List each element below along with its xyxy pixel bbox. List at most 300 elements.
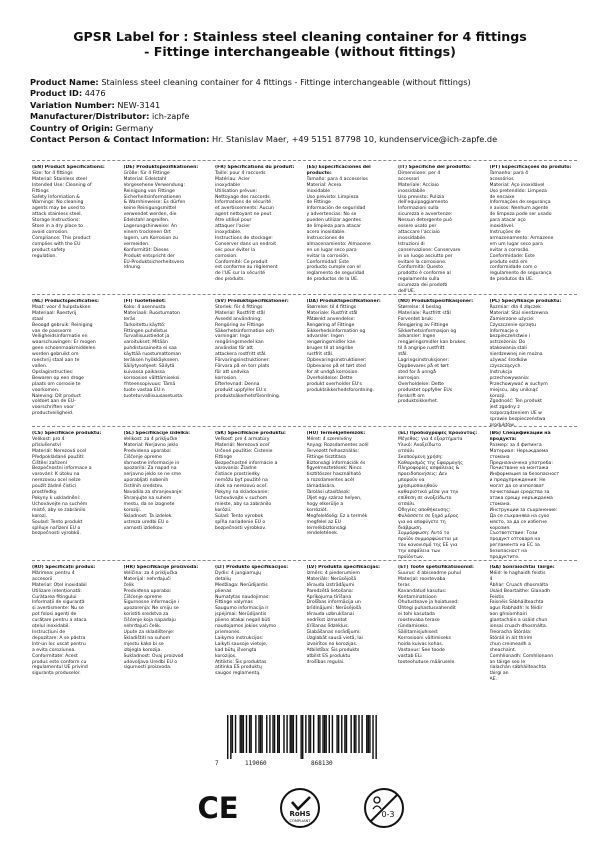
spec-line: Čišćenje opreme [123,594,162,600]
spec-line: Skladnost: Ta izdelek [123,513,172,519]
spec-line: Material: Oțel inoxidabil [32,582,87,588]
spec-line: korozi. [32,513,48,519]
spec-line: udovoljava Uredbi EU o [123,659,178,665]
spec-line: acessórios [489,176,514,182]
spec-line: einem trockenen Ort [123,229,171,235]
spec-heading: (CS) Specifikace produktu: [32,431,102,436]
language-spec-column [32,165,120,295]
spec-line: Instruções de [489,229,521,235]
barcode-bar [318,715,319,753]
spec-line: Reinigung von Fittinge [123,188,175,194]
spec-line: complies with the EU [32,241,81,247]
spec-heading: (EN) Product Specifications: [32,165,105,170]
info-label: Variation Number: [30,99,115,110]
spec-line: pot folosi agenți de [32,612,77,618]
spec-line: inoxidable [306,188,331,194]
spec-line: Opslaginstructies: [32,369,74,375]
spec-line: Uso previsto: Limpieza [306,194,359,200]
spec-line: įspėjimai: Nerūdijantis [215,612,267,618]
spec-line: Materiale: Rustfrit stål [306,310,358,316]
spec-line: Fittingen puhdistus [123,328,168,334]
barcode-digits-left: 119060 [245,760,267,767]
spec-line: sec pour éviter la [215,247,256,253]
spec-line: rengöringsmedel kan [215,340,264,346]
spec-line: Инструкции за съхранение: [489,507,558,513]
barcode-bar [338,715,339,753]
barcode-bar [319,715,320,753]
spec-line: agus Rabhadh: Is féidir [489,606,543,612]
spec-line: termékbiztonsági [306,525,347,531]
barcode-bar [325,715,326,753]
spec-line: agents may be used to [32,206,85,212]
spec-line: splňuje nařízení EU o [32,525,81,531]
spec-line: voorkomen. [32,387,60,393]
spec-line: την ασφάλεια των [398,549,441,555]
spec-line: Overholdelse: Dette [398,381,445,387]
barcode-bar [261,715,262,753]
language-spec-column [32,299,120,429]
spec-line: figyelmeztetések: Nincs [306,466,362,472]
spec-line: Shranjujte na suhem [123,495,172,501]
spec-line: advarsler: Ingen [306,334,344,340]
spec-line: регламента на ЕС за [489,543,540,549]
spec-grid [32,561,577,683]
spec-line: Tamanho: para 4 [489,170,529,176]
spec-heading: (GA) Sonraíochtaí Táirge: [489,565,555,570]
spec-row-4 [32,560,577,683]
spec-line: & Warnhinweise: Es dürfen [123,200,186,206]
barcode-bar [310,715,311,753]
spec-line: Pokyny k uskladnění: [32,495,81,501]
spec-line: čistilnih sredstev. [123,484,164,490]
spec-heading: (ES) Especificaciones del producto: [306,165,371,176]
language-spec-column [215,165,303,295]
spec-line: Uchovávejte na suchém [32,501,88,507]
spec-line: Paredzētā lietošana: [306,588,354,594]
spec-line: izbjegla korozija. [123,647,162,653]
spec-line: worden gebruikt om [32,352,79,358]
language-spec-column [307,165,395,295]
spec-line: čistiace prostriedky [215,472,260,478]
spec-line: productveiligheid. [32,411,74,417]
spec-line: Glabāšanas norādījumi: [306,629,361,635]
barcode-bar [368,715,369,753]
language-spec-column [490,565,578,683]
spec-line: Navodila za shranjevanje: [123,490,183,496]
spec-line: Megfelelőség: Ez a termék [306,513,368,519]
spec-line: Ábhar: Cruach dhosmálta [489,582,549,588]
spec-line: oțelul inoxidabil. [32,624,70,630]
product-info [30,77,590,145]
spec-line: y advertencias: No se [306,212,357,218]
spec-line: roostevaba terase [398,618,440,624]
spec-line: nemôžu byť použité na [215,478,268,484]
spec-line: Material: Nerjavno jeklo [123,442,179,448]
spec-line: ionsaí cruach dhosmálta. [489,624,548,630]
spec-line: Istruzioni di [398,241,425,247]
spec-line: priemonės. [215,629,241,635]
spec-line: naudojamos jokios valymo [215,624,277,630]
spec-line: reglamento de seguridad [306,271,365,277]
spec-line: varnosti izdelkov. [123,525,164,531]
spec-line: Produkt entspricht der [123,253,175,259]
spec-line: място, за да се избегне [489,519,547,525]
spec-line: para atacar aço [489,218,526,224]
spec-line: Tárolási utasítások: [306,490,351,496]
spec-line: стомана [489,454,510,460]
spec-line: Stóráil in áit thirim [489,635,533,641]
spec-line: Yhteensopivuus: Tämä [123,381,176,387]
spec-grid [32,427,577,561]
spec-line: dell'UE. [398,289,416,295]
barcode-bar [235,715,236,753]
spec-line: Материал: Неръждаема [489,448,549,454]
spec-line: korrosion. [215,375,238,381]
spec-line: корозия. [489,525,511,531]
spec-line: acero inoxidable. [306,229,346,235]
spec-line: ustreza uredbi EU o [123,519,169,525]
spec-line: korroosion välttämiseksi. [123,375,181,381]
spec-line: aon ghníomhairí [489,612,527,618]
spec-line: EU-Produktsicherheitsvero [123,259,185,265]
spec-line: Korrosiooni vältimiseks [398,635,451,641]
spec-line: geen schoonmaakmiddelen [32,346,96,352]
spec-line: Size: for 4 fittings [32,170,73,176]
spec-line: tīrīšanas līdzekļus. [306,624,349,630]
spec-line: accessori [398,176,420,182]
spec-line: sted for å unngå [398,369,436,375]
spec-line: Informazioni sulla [398,206,439,212]
spec-line: Informações de segurança [489,200,551,206]
spec-line: Förvaringsinstruktioner: [215,358,270,364]
spec-line: Faisnéis Sábháilteachta [489,600,544,606]
spec-heading: (HU) Termékjellemzők: [306,431,366,436]
spec-row-3 [32,426,577,561]
spec-line: bruges til at angribe [306,346,354,352]
spec-heading: (FR) Spécifications du produit: [215,165,295,170]
barcode-bar [322,715,323,753]
spec-line: Koko: 4 asennusta [123,304,166,310]
spec-line: Zgodność: Ten produkt [489,399,542,405]
language-spec-column [398,299,486,429]
spec-line: Medžiaga: Nerūdijantis [215,582,268,588]
spec-line: siguranța produselor. [32,671,81,677]
spec-line: essere usato per [398,224,437,230]
barcode-bar [300,715,301,759]
spec-line: διάβρωση. [398,525,423,531]
spec-line: hogy elkerülje a [306,501,344,507]
spec-line: drošības regulai. [306,659,345,665]
info-label: Product Name: [30,77,99,87]
spec-line: sicurezza dei prodotti [398,283,448,289]
spec-line: Atitiktis: Šis produktas [215,659,267,665]
spec-line: Material: Acero [306,182,342,188]
spec-line: Oppbevares på et tørt [398,363,449,369]
info-label: Manufacturer/Distributor: [30,111,150,122]
spec-line: Efterlevnad: Denna [215,381,260,387]
spec-line: Intended Use: Cleaning of [32,182,92,188]
spec-heading: (EL) Προδιαγραφές προϊόντος: [398,431,478,436]
spec-line: nehrđajući čelik. [123,624,162,630]
spec-line: rozporządzeniem UE w [489,411,542,417]
spec-line: Почистване на монтажа [489,466,549,472]
spec-line: Predviđena uporaba: [123,588,172,594]
spec-row-1 [32,160,577,295]
spec-line: Predvidena uporaba: [123,448,172,454]
spec-line: продукт отговаря на [489,537,541,543]
spec-line: plienas [215,588,232,594]
barcode-bar [336,715,337,753]
spec-line: tērauda uzbrukšanai [306,612,354,618]
spec-line: Säilitamisjuhised: [398,629,439,635]
spec-line: rengøringsmidler kan [306,340,356,346]
spec-line: Súlad: Tento výrobok [215,513,264,519]
spec-line: de productos de la UE. [306,277,359,283]
rohs-icon [279,787,321,833]
spec-line: attackera rostfritt stål. [215,352,267,358]
spec-heading: (DE) Produktspezifikationen: [123,165,199,170]
spec-line: sicurezza e avvertenze: [398,212,453,218]
spec-line: Materiale: Rustfritt stål [398,310,451,316]
spec-line: nerjavno jeklo se ne sme [123,472,182,478]
title-line-2: - Fittinge interchangeable (without fittings) [144,44,456,59]
barcode-bar [243,715,244,753]
spec-line: produktsikkerhedsforordning. [306,387,375,393]
spec-line: Beoogd gebruik: Reiniging [32,322,93,328]
spec-line: Čištění zařízení [32,460,67,466]
spec-line: de limpieza para atacar [306,224,361,230]
spec-line: Υλικό: Ανοξείδωτο [398,442,441,448]
barcode-bar [302,715,303,759]
spec-line: Opbevaringsinstruktioner: [306,358,367,364]
spec-line: Materiaal: Roestvrij [32,310,77,316]
spec-heading: (RO) Specificații produs: [32,565,96,570]
spec-line: advarsler: Ingen [398,334,436,340]
spec-line: produktsikkerhet. [398,399,439,405]
spec-line: varovania: Žiadne [215,466,257,472]
spec-line: почистващи средства за [489,490,550,496]
spec-line: användas för att [215,346,253,352]
spec-line: pueden utilizar agentes [306,218,361,224]
spec-line: rendeletének. [306,531,339,537]
spec-line: almacenamiento: Almacene [306,241,371,247]
spec-line: могат да се използват [489,484,545,490]
spec-line: Veličina: za 4 priključka [123,570,178,576]
spec-line: и предупреждения: Не [489,478,546,484]
spec-line: inoxidável. [489,224,515,230]
barcode-bar [375,715,376,759]
svg-text:0-3: 0-3 [381,810,395,819]
spec-line: vermeiden. [123,241,150,247]
spec-line: chun creimeadh a [489,641,531,647]
spec-line: tisztítószer használható [306,472,361,478]
spec-line: des produits. [215,277,245,283]
spec-line: Konformität: Dieses [123,247,169,253]
barcode-bar [329,715,330,753]
spec-line: korrosjon. [398,375,421,381]
spec-line: Veiligheidsinformatie en [32,334,88,340]
barcode-bar [269,715,270,753]
language-spec-column [124,431,212,561]
spec-line: regulamento de segurança [489,271,552,277]
spec-line: koroziji. [123,507,142,513]
spec-line: produktów. [489,423,515,429]
spec-line: varoitukset: Mitään [123,340,168,346]
spec-line: Compliance: This product [32,235,91,241]
spec-line: ründamiseks. [398,624,429,630]
spec-line: Maat: voor 4 hulpstukken [32,304,91,310]
spec-line: en un lugar seco para [306,247,357,253]
spec-line: atitinka ES produktų [215,665,262,671]
spec-line: evitar la corrosión. [306,253,350,259]
spec-line: rustfrit stål. [306,352,334,358]
spec-line: Čiščenje opreme [123,454,162,460]
spec-line: miejscu, aby uniknąć [489,387,539,393]
spec-line: Material: Aço inoxidável [489,182,545,188]
language-spec-column [490,165,578,295]
spec-line: Conformidad: Este [306,259,349,265]
spec-line: táirgí an [489,671,509,677]
page-title [30,29,570,59]
spec-line: Påtænkt anvendelse: [306,316,355,322]
spec-line: Conformidade: Este [489,253,535,259]
info-value: Germany [115,122,154,133]
spec-line: Materiál: Nerezová ocel [32,448,87,454]
language-spec-column [307,565,395,683]
barcode-digits-right: 868130 [311,760,333,767]
spec-line: plaats om corrosie te [32,381,81,387]
spec-line: detalių [215,576,231,582]
spec-line: producto cumple con el [306,265,361,271]
spec-line: Συμμόρφωση: Αυτό το [398,531,450,537]
spec-line: Materiale: Acciaio [398,182,439,188]
spec-line: Utilisation prévue: [215,188,257,194]
spec-line: Üljet egy száraz helyen, [306,495,362,501]
spec-line: mestu, da se izognete [123,501,175,507]
spec-line: προϊόντων. [398,555,425,561]
spec-line: προειδοποιήσεις: Δεν [398,472,448,478]
age-warning-icon [363,787,405,833]
spec-line: inoxydable [215,182,241,188]
spec-line: przechowywania: [489,375,530,381]
barcode-bar [266,715,267,753]
spec-line: ατσάλι [398,448,415,454]
ce-mark [196,787,240,831]
spec-line: kuivassa paikassa [123,369,165,375]
spec-line: produktet oppfyller EUs [398,387,453,393]
spec-line: Matériau: Acier [215,176,250,182]
spec-line: Velikost: za 4 priključke [123,436,178,442]
language-spec-column [124,565,212,683]
spec-line: Rengjøring av Fittinge [398,322,449,328]
spec-line: Drošības informācija un [306,600,361,606]
spec-line: kad būtų išvengta [215,647,257,653]
spec-line: sheachaint. [489,647,517,653]
info-label: Product ID: [30,88,83,99]
spec-line: til å angripe rustfritt [398,346,445,352]
spec-line: conservazione: Conservare [398,247,461,253]
spec-line: Informații de siguranță [32,600,85,606]
spec-line: Kontaminatsioon [398,594,437,600]
spec-line: Tervezett felhasználás: [306,448,360,454]
spec-heading: (HR) Specifikacije proizvoda: [123,565,199,570]
spec-heading: (LV) Produkta specifikācijas: [306,565,380,570]
spec-line: Fittinge tisztítása [306,454,346,460]
spec-line: použít žádné čisticí [32,484,77,490]
info-value: ich-zapfe [152,111,190,122]
spec-line: Ühtegi puhastusvahendit [398,606,456,612]
svg-text:COMPLIANT: COMPLIANT [289,819,311,823]
spec-line: Upute za skladištenje: [123,629,175,635]
info-label: Country of Origin: [30,122,114,133]
spec-line: varningar: Inga [215,334,250,340]
barcode-digit-prefix: 7 [215,760,219,767]
spec-line: Forventet bruk: [398,316,434,322]
barcode-bar [246,715,247,753]
spec-line: Overholdelse: Dette [306,375,353,381]
spec-line: útok na nerezovú oceľ. [215,484,268,490]
spec-line: Materiał: Stal nierdzewna [489,310,548,316]
spec-line: Uchovávajte v suchom [215,495,268,501]
spec-line: de encaixe [489,194,515,200]
spec-line: est conforme au règlement [215,265,278,271]
spec-line: Информация за безопасност [489,472,560,478]
spec-line: безопасност на [489,549,528,555]
spec-line: Storlek: för 4 fittings [215,304,263,310]
spec-line: Feistis [489,594,504,600]
spec-line: waarschuwingen: Er mogen [32,340,96,346]
spec-line: conformidade com o [489,265,537,271]
spec-line: rdnung. [123,265,142,271]
spec-line: Μέγεθος: για 4 εξαρτήματα [398,436,463,442]
spec-line: jest zgodny z [489,405,520,411]
spec-line: a evita coroziunea. [32,647,76,653]
language-spec-column [32,431,120,561]
spec-line: Úsáid Beartaithe: Glanadh [489,588,551,594]
spec-line: Rengøring af Fittinge [306,322,355,328]
spec-line: προϊόν συμμορφώνεται με [398,537,459,543]
spec-line: koristiti sredstva za [123,612,169,618]
spec-line: bezpieczeństwie i [489,334,531,340]
barcode-bar [283,715,284,753]
spec-line: Да се съхранява на сухо [489,513,550,519]
spec-line: vallen. [32,363,48,369]
barcode-bar [372,715,373,759]
barcode-bar [354,715,355,753]
spec-line: Materiāls: Nerūsējošā [306,576,357,582]
barcode-bar [272,715,273,753]
spec-line: Material: Stainless steel [32,176,87,182]
spec-line: uporabljati nobenih [123,478,169,484]
barcode-bar [255,715,256,753]
info-value: NEW-3141 [117,99,161,110]
spec-line: produs este conform cu [32,659,87,665]
barcode-bar [305,715,306,753]
spec-line: támadására. [306,484,336,490]
info-row [30,123,590,134]
spec-line: Aprīkojuma tīrīšana [306,594,352,600]
spec-line: spĺňa nariadenie EÚ o [215,519,266,525]
spec-line: Instructions de stockage: [215,235,273,241]
language-spec-column [215,565,303,683]
barcode-bar [308,715,309,753]
spec-line: Bezpečnostné informácie a [215,460,278,466]
spec-line: rialachán sábháilteachta [489,665,547,671]
spec-line: Avsedd användning: [215,316,262,322]
spec-line: Säkerhetsinformation och [215,328,275,334]
spec-line: și avertismente: Nu se [32,606,84,612]
spec-line: Kavandatud kasutus: [398,588,447,594]
